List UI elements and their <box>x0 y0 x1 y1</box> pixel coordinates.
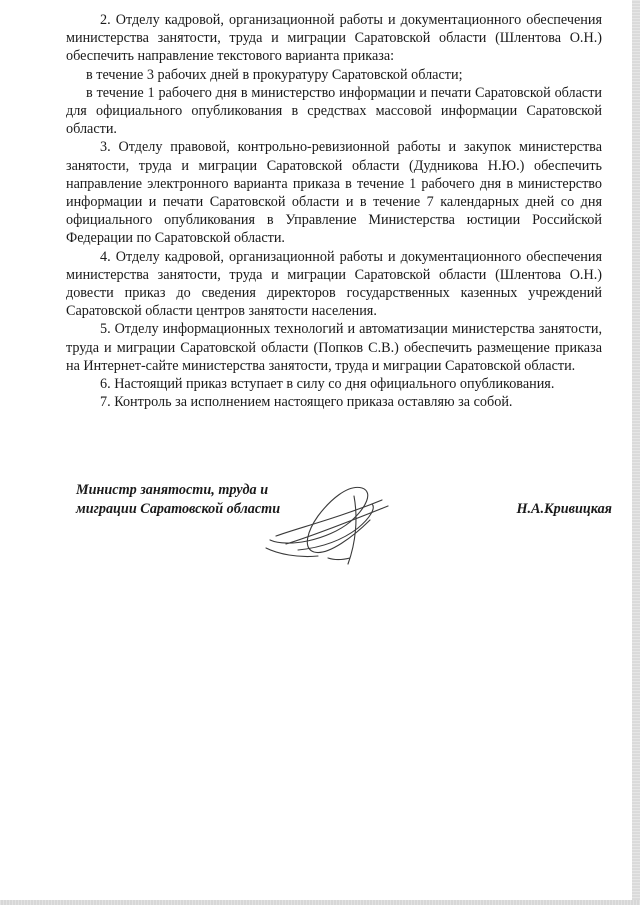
paragraph-5: 5. Отделу информационных технологий и автоматизации министерства занятости, труда и миграции Саратовской области (Попков С.В.) обеспечить размещение приказа на Интернет-сайте министерства занятости, труда и миграции Саратовской области. <box>66 321 602 374</box>
page-edge-right <box>632 0 640 905</box>
signer-name: Н.А.Кривицкая <box>516 501 612 517</box>
paragraph-6: 6. Настоящий приказ вступает в силу со дня официального опубликования. <box>100 376 555 393</box>
paragraph-2-item-prosecutor: в течение 3 рабочих дней в прокуратуру Саратовской области; <box>86 66 463 83</box>
document-body <box>66 11 602 411</box>
signer-position <box>76 481 280 519</box>
paragraph-2: 2. Отделу кадровой, организационной работы и документационного обеспечения министерства занятости, труда и миграции Саратовской области (Шлентова О.Н.) обеспечить направление текстового варианта приказа: <box>66 12 602 65</box>
handwritten-signature <box>258 478 398 573</box>
paragraph-7: 7. Контроль за исполнением настоящего приказа оставляю за собой. <box>100 394 513 411</box>
paragraph-4: 4. Отделу кадровой, организационной работы и документационного обеспечения министерства занятости, труда и миграции Саратовской области (Шлентова О.Н.) довести приказ до сведения директоров государственных казенных учреждений Саратовской области центров занятости населения. <box>66 248 602 320</box>
paragraph-3: 3. Отделу правовой, контрольно-ревизионной работы и закупок министерства занятости, труда и миграции Саратовской области (Дудникова Н.Ю.) обеспечить направление электронного варианта приказа в течение 1 рабочего дня в министерство информации и печати Саратовской области и в течение 7 календарных дней со дня официального опубликования в Управление Министерства юстиции Российской Федерации по Саратовской области. <box>66 139 602 247</box>
paragraph-2-item-ministry: в течение 1 рабочего дня в министерство информации и печати Саратовской области для официального опубликования в средствах массовой информации Саратовской области. <box>66 84 602 138</box>
signer-position-line1: Министр занятости, труда и <box>76 482 269 498</box>
page-edge-bottom <box>0 900 640 905</box>
signer-position-line2: миграции Саратовской области <box>76 501 281 517</box>
